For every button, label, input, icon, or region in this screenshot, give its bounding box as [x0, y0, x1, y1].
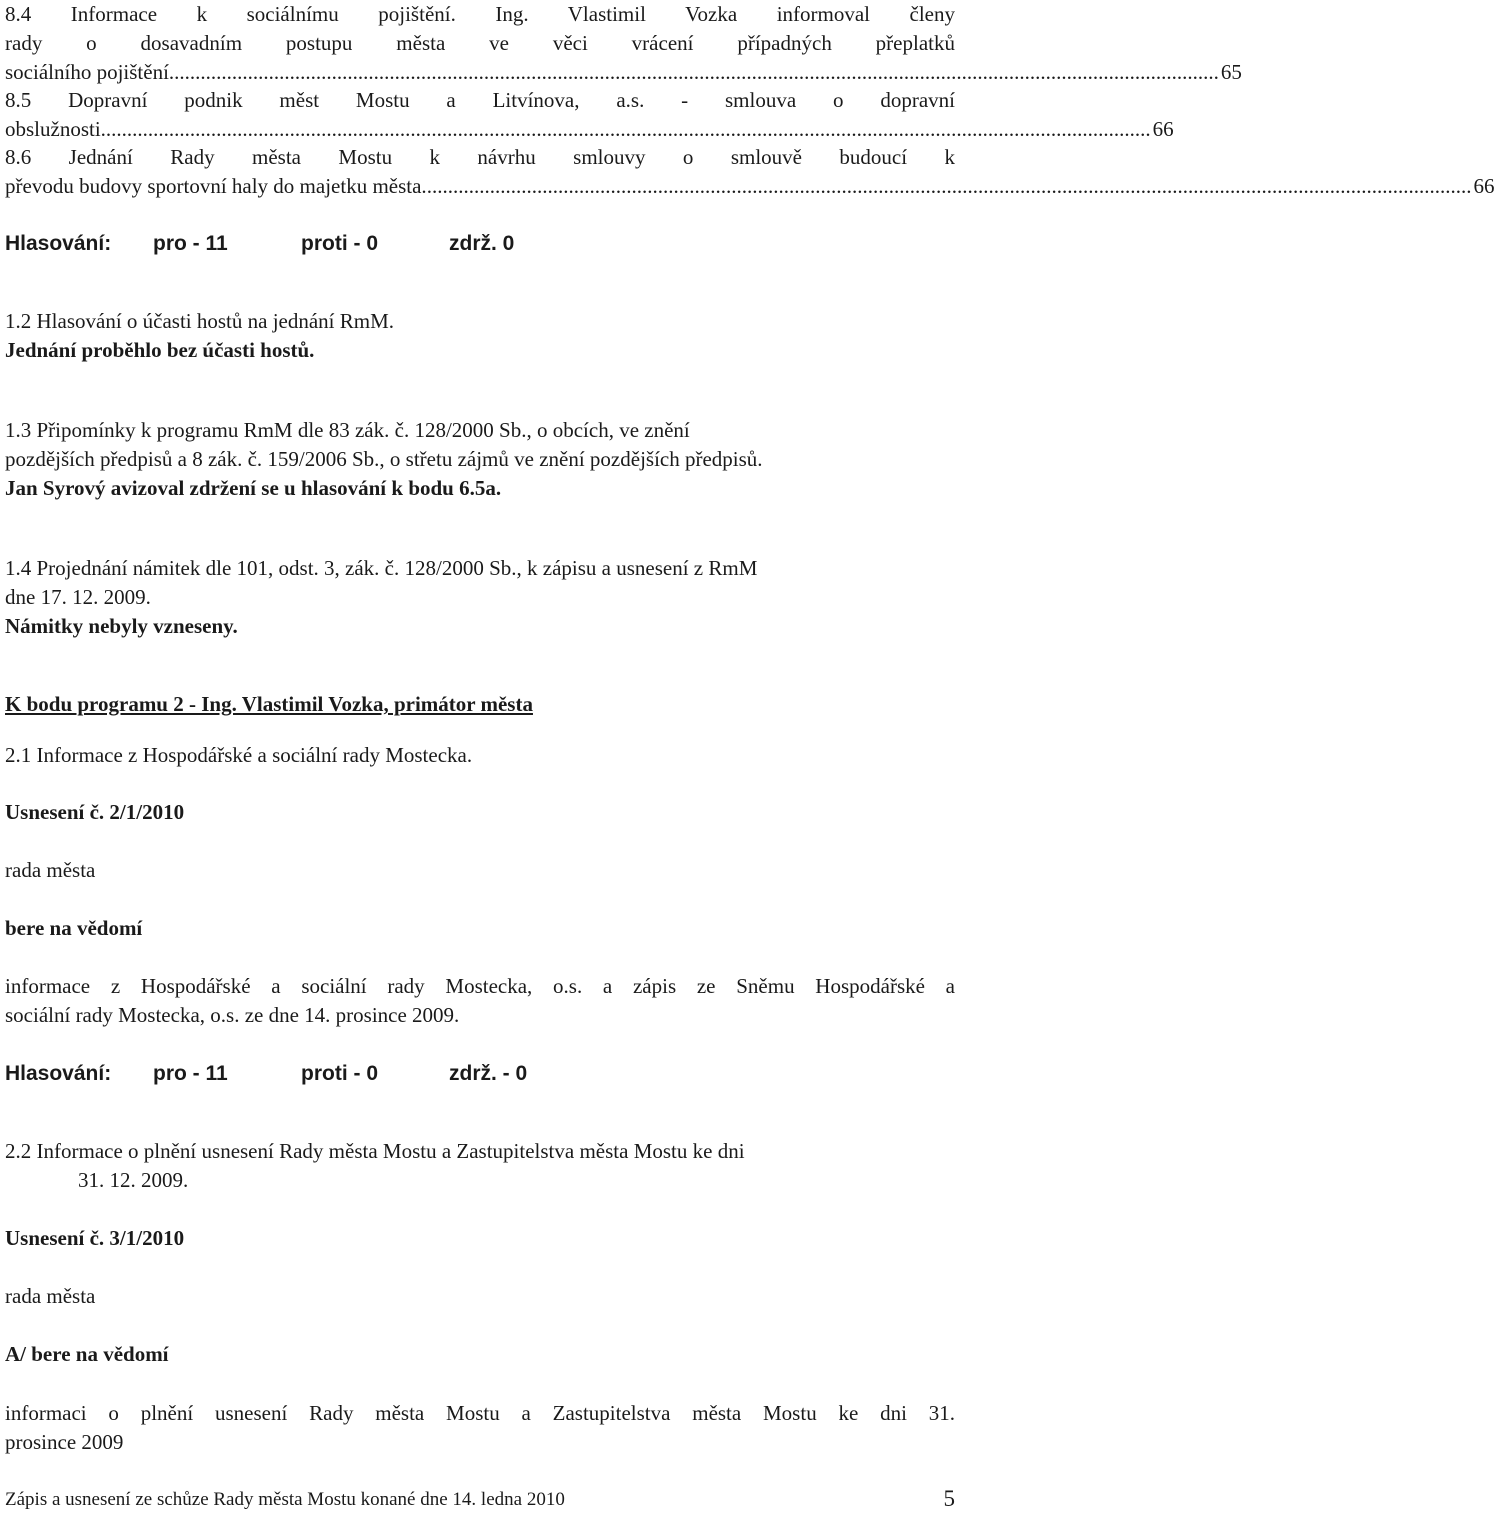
vote-zdrz: zdrž. - 0 — [449, 1062, 528, 1085]
section-1-3-result: Jan Syrový avizoval zdržení se u hlasování k bodu 6.5a. — [5, 476, 502, 500]
resolution-2-2-text-line2: prosince 2009 — [5, 1430, 124, 1454]
toc-leader: ....................................................................................................................................................................................................... — [105, 117, 1151, 141]
section-2-1-title: 2.1 Informace z Hospodářské a sociální rady Mostecka. — [5, 743, 473, 767]
toc-leader: ....................................................................................................................................................................................................... — [174, 60, 1219, 84]
section-1-3-line2: pozdějších předpisů a 8 zák. č. 159/2006 Sb., o střetu zájmů ve znění pozdějších předpisů. — [5, 447, 763, 471]
vote-result-1 — [5, 233, 955, 254]
section-2-2-line2: 31. 12. 2009. — [78, 1168, 189, 1192]
resolution-2-2-body: rada města — [5, 1284, 96, 1308]
toc-page-number: 66 — [1152, 117, 1174, 141]
toc-item-8-6-text: převodu budovy sportovní haly do majetku města. — [5, 174, 427, 198]
section-1-4-line1: 1.4 Projednání námitek dle 101, odst. 3, zák. č. 128/2000 Sb., k zápisu a usnesení z RmM — [5, 556, 758, 580]
toc-item-8-5-text: obslužnosti. — [5, 117, 106, 141]
toc-item-8-4-text: sociálního pojištění. — [5, 60, 175, 84]
vote-pro: pro - 11 — [153, 1062, 228, 1085]
resolution-2-1-text-line2: sociální rady Mostecka, o.s. ze dne 14. prosince 2009. — [5, 1003, 460, 1027]
section-2-heading: K bodu programu 2 - Ing. Vlastimil Vozka, primátor města — [5, 692, 533, 716]
vote-pro: pro - 11 — [153, 232, 228, 255]
resolution-2-2-number: Usnesení č. 3/1/2010 — [5, 1226, 185, 1250]
toc-item-8-4-line2: rady o dosavadním postupu města ve věci vrácení případných přeplatků — [5, 31, 955, 55]
section-1-3-line1: 1.3 Připomínky k programu RmM dle 83 zák. č. 128/2000 Sb., o obcích, ve znění — [5, 418, 690, 442]
page-footer: Zápis a usnesení ze schůze Rady města Mostu konané dne 14. ledna 2010 — [5, 1489, 565, 1510]
resolution-2-2-text-line1: informaci o plnění usnesení Rady města Mostu a Zastupitelstva města Mostu ke dni 31. — [5, 1401, 955, 1425]
toc-item-8-4-line1: 8.4 Informace k sociálnímu pojištění. Ing. Vlastimil Vozka informoval členy — [5, 2, 955, 26]
vote-zdrz: zdrž. 0 — [449, 232, 515, 255]
section-1-2-title: 1.2 Hlasování o účasti hostů na jednání RmM. — [5, 309, 395, 333]
toc-item-8-6-line1: 8.6 Jednání Rady města Mostu k návrhu smlouvy o smlouvě budoucí k — [5, 145, 955, 169]
toc-page-number: 65 — [1220, 60, 1242, 84]
resolution-2-1-body: rada města — [5, 858, 96, 882]
toc-leader: ....................................................................................................................................................................................................... — [426, 174, 1472, 198]
section-1-4-result: Námitky nebyly vzneseny. — [5, 614, 238, 638]
section-1-4-line2: dne 17. 12. 2009. — [5, 585, 151, 609]
resolution-2-1-text-line1: informace z Hospodářské a sociální rady Mostecka, o.s. a zápis ze Sněmu Hospodářské a — [5, 974, 955, 998]
resolution-2-1-action: bere na vědomí — [5, 916, 143, 940]
vote-proti: proti - 0 — [301, 1062, 378, 1085]
vote-label: Hlasování: — [5, 232, 112, 255]
toc-item-8-6-line2 — [5, 174, 1494, 198]
vote-label: Hlasování: — [5, 1062, 112, 1085]
resolution-2-2-action: A/ bere na vědomí — [5, 1342, 169, 1366]
vote-proti: proti - 0 — [301, 232, 378, 255]
section-2-2-line1: 2.2 Informace o plnění usnesení Rady města Mostu a Zastupitelstva města Mostu ke dni — [5, 1139, 745, 1163]
page-number: 5 — [943, 1486, 955, 1511]
section-1-2-result: Jednání proběhlo bez účasti hostů. — [5, 338, 315, 362]
toc-page-number: 66 — [1473, 174, 1494, 198]
toc-item-8-5-line1: 8.5 Dopravní podnik měst Mostu a Litvínova, a.s. - smlouva o dopravní — [5, 88, 955, 112]
resolution-2-1-number: Usnesení č. 2/1/2010 — [5, 800, 185, 824]
toc-item-8-4-line3 — [5, 60, 1242, 84]
toc-item-8-5-line2 — [5, 117, 1174, 141]
vote-result-2 — [5, 1063, 955, 1084]
